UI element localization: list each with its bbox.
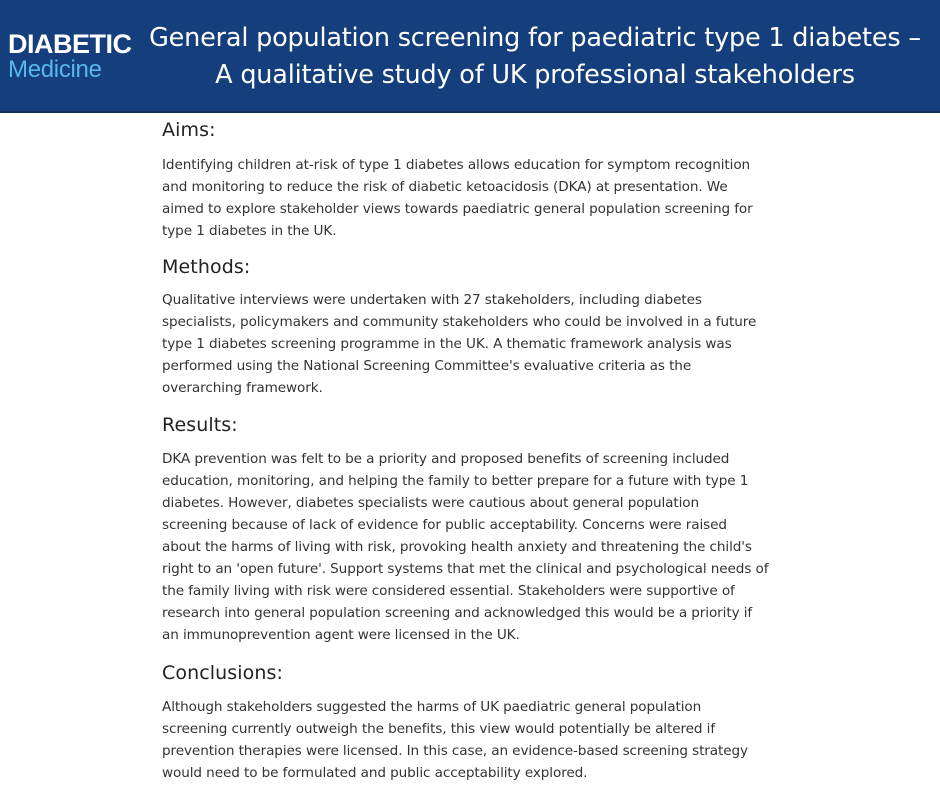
section-results — [162, 412, 782, 646]
methods-heading: Methods: — [162, 256, 251, 278]
section-conclusions — [162, 660, 782, 784]
journal-logo — [8, 30, 132, 82]
results-heading: Results: — [162, 414, 238, 436]
methods-body: Qualitative interviews were undertaken with 27 stakeholders, including diabetes specialists, policymakers and community stakeholders who could be involved in a future type 1 diabetes screening programme in the UK. A thematic framework analysis was performed using the National Screening Committee's evaluative criteria as the overarching framework. — [162, 292, 757, 396]
journal-name-line2: Medicine — [8, 56, 102, 83]
section-methods — [162, 254, 782, 399]
aims-heading: Aims: — [162, 119, 216, 141]
aims-body: Identifying children at-risk of type 1 diabetes allows education for symptom recognition and monitoring to reduce the risk of diabetic ketoacidosis (DKA) at presentation. We aimed to explore stakeholder views towards paediatric general population screening for type 1 diabetes in the UK. — [162, 157, 753, 239]
journal-name-line1: DIABETIC — [8, 29, 132, 59]
results-body: DKA prevention was felt to be a priority and proposed benefits of screening included education, monitoring, and helping the family to better prepare for a future with type 1 diabetes. However, diabetes specialists were cautious about general population screening because of lack of evidence for public acceptability. Concerns were raised about the harms of living with risk, provoking health anxiety and threatening the child's right to an 'open future'. Support systems that met the clinical and psychological needs of the family living with risk were considered essential. Stakeholders were supportive of research into general population screening and acknowledged this would be a priority if an immunoprevention agent were licensed in the UK. — [162, 451, 769, 643]
header-banner — [0, 0, 940, 113]
conclusions-body: Although stakeholders suggested the harms of UK paediatric general population screening currently outweigh the benefits, this view would potentially be altered if prevention therapies were licensed. In this case, an evidence-based screening strategy would need to be formulated and public acceptability explored. — [162, 699, 748, 781]
section-aims — [162, 117, 782, 242]
article-title: General population screening for paediatric type 1 diabetes – A qualitative study of UK professional stakeholders — [149, 23, 921, 90]
conclusions-heading: Conclusions: — [162, 662, 284, 684]
